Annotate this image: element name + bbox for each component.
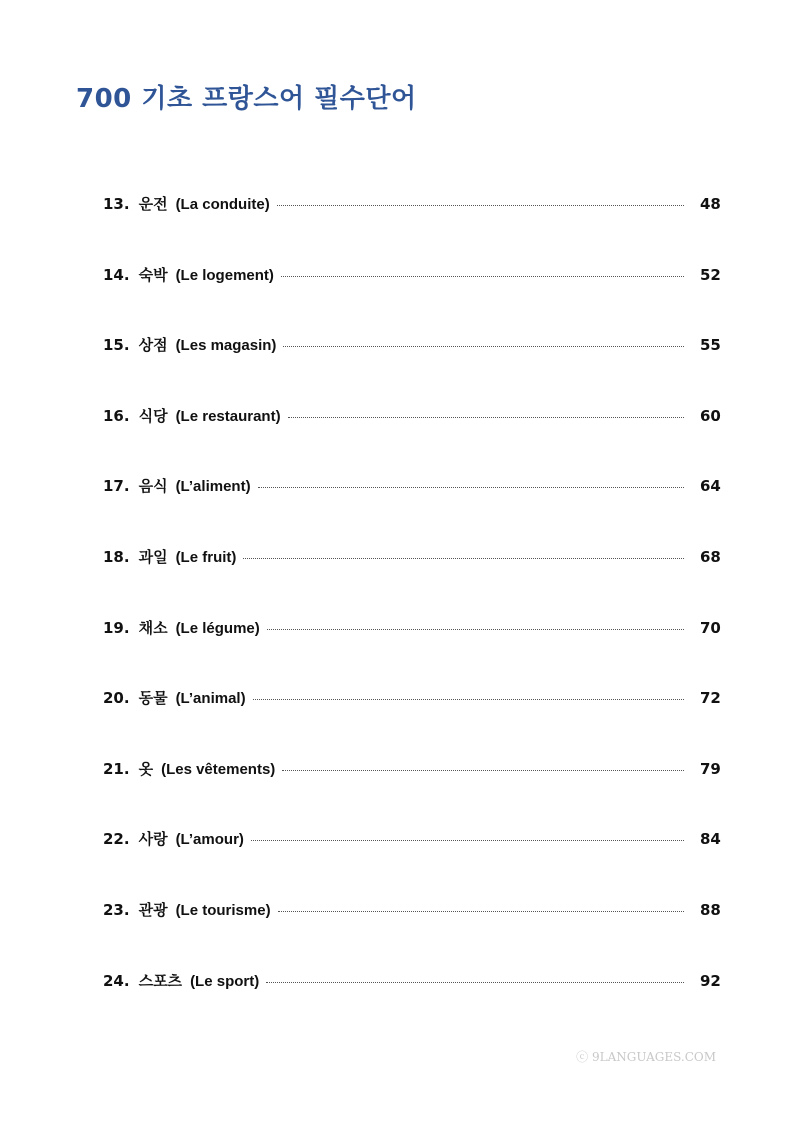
- dot-leader: [278, 911, 684, 912]
- toc-item-page-number: 72: [700, 689, 721, 708]
- toc-item-page-number: 92: [700, 971, 721, 990]
- dot-leader: [283, 346, 684, 347]
- toc-item-number: 14.: [103, 265, 130, 284]
- toc-item-french-title: (Le légume): [175, 619, 260, 637]
- toc-item-page-number: 70: [700, 618, 721, 637]
- page-title: 700 기초 프랑스어 필수단어: [76, 84, 417, 114]
- toc-item-korean-title: 운전: [138, 195, 168, 213]
- toc-item-korean-title: 음식: [138, 477, 168, 496]
- toc-item-page-number: 64: [700, 477, 721, 496]
- toc-item-number: 20.: [103, 689, 130, 708]
- toc-item-19[interactable]: [103, 610, 719, 681]
- toc-item-13[interactable]: [103, 186, 719, 257]
- toc-item-french-title: (L’amour): [175, 831, 244, 849]
- dot-leader: [243, 558, 684, 559]
- dot-leader: [277, 205, 684, 206]
- toc-item-korean-title: 상점: [138, 336, 168, 355]
- toc-item-korean-title: 동물: [138, 689, 168, 708]
- toc-item-korean-title: 옷: [138, 759, 154, 778]
- toc-item-french-title: (Le restaurant): [175, 407, 281, 425]
- toc-item-number: 15.: [103, 336, 130, 355]
- dot-leader: [253, 699, 684, 700]
- toc-item-23[interactable]: [103, 892, 719, 963]
- toc-item-french-title: (L’animal): [175, 690, 246, 708]
- toc-item-21[interactable]: [103, 751, 719, 822]
- toc-item-number: 13.: [103, 195, 130, 213]
- dot-leader: [288, 417, 684, 418]
- toc-item-french-title: (Le fruit): [175, 548, 237, 566]
- toc-item-french-title: (Le sport): [190, 972, 260, 990]
- toc-item-number: 16.: [103, 406, 130, 425]
- toc-item-18[interactable]: [103, 539, 719, 610]
- toc-item-page-number: 79: [700, 759, 721, 778]
- toc-item-korean-title: 식당: [138, 406, 168, 425]
- toc-item-korean-title: 스포츠: [138, 971, 183, 990]
- dot-leader: [281, 276, 684, 277]
- table-of-contents: [103, 186, 719, 1033]
- toc-item-20[interactable]: [103, 680, 719, 751]
- toc-item-korean-title: 채소: [138, 618, 168, 637]
- toc-item-14[interactable]: [103, 257, 719, 328]
- toc-item-number: 18.: [103, 547, 130, 566]
- toc-item-page-number: 60: [700, 406, 721, 425]
- dot-leader: [251, 840, 684, 841]
- toc-item-french-title: (Les vêtements): [161, 760, 276, 778]
- toc-item-korean-title: 과일: [138, 547, 168, 566]
- toc-item-page-number: 68: [700, 547, 721, 566]
- dot-leader: [282, 770, 684, 771]
- toc-item-number: 24.: [103, 971, 130, 990]
- toc-item-page-number: 55: [700, 336, 721, 355]
- toc-item-french-title: (L’aliment): [175, 478, 251, 496]
- toc-item-24[interactable]: [103, 963, 719, 1034]
- toc-item-korean-title: 관광: [138, 900, 168, 919]
- toc-item-page-number: 48: [700, 195, 721, 213]
- toc-item-page-number: 52: [700, 265, 721, 284]
- dot-leader: [266, 982, 684, 983]
- toc-item-number: 23.: [103, 900, 130, 919]
- toc-item-number: 22.: [103, 830, 130, 849]
- toc-item-page-number: 84: [700, 830, 721, 849]
- toc-item-french-title: (Le logement): [175, 266, 274, 284]
- dot-leader: [258, 487, 684, 488]
- toc-item-number: 21.: [103, 759, 130, 778]
- toc-item-french-title: (Les magasin): [175, 337, 277, 355]
- toc-item-22[interactable]: [103, 821, 719, 892]
- toc-item-16[interactable]: [103, 398, 719, 469]
- toc-item-korean-title: 사랑: [138, 830, 168, 849]
- toc-item-number: 17.: [103, 477, 130, 496]
- toc-item-korean-title: 숙박: [138, 265, 168, 284]
- toc-item-number: 19.: [103, 618, 130, 637]
- dot-leader: [267, 629, 684, 630]
- toc-item-french-title: (Le tourisme): [175, 901, 271, 919]
- toc-item-page-number: 88: [700, 900, 721, 919]
- toc-item-15[interactable]: [103, 327, 719, 398]
- toc-item-17[interactable]: [103, 468, 719, 539]
- copyright-footer: ⓒ 9LANGUAGES.COM: [576, 1050, 716, 1064]
- toc-item-french-title: (La conduite): [175, 196, 270, 213]
